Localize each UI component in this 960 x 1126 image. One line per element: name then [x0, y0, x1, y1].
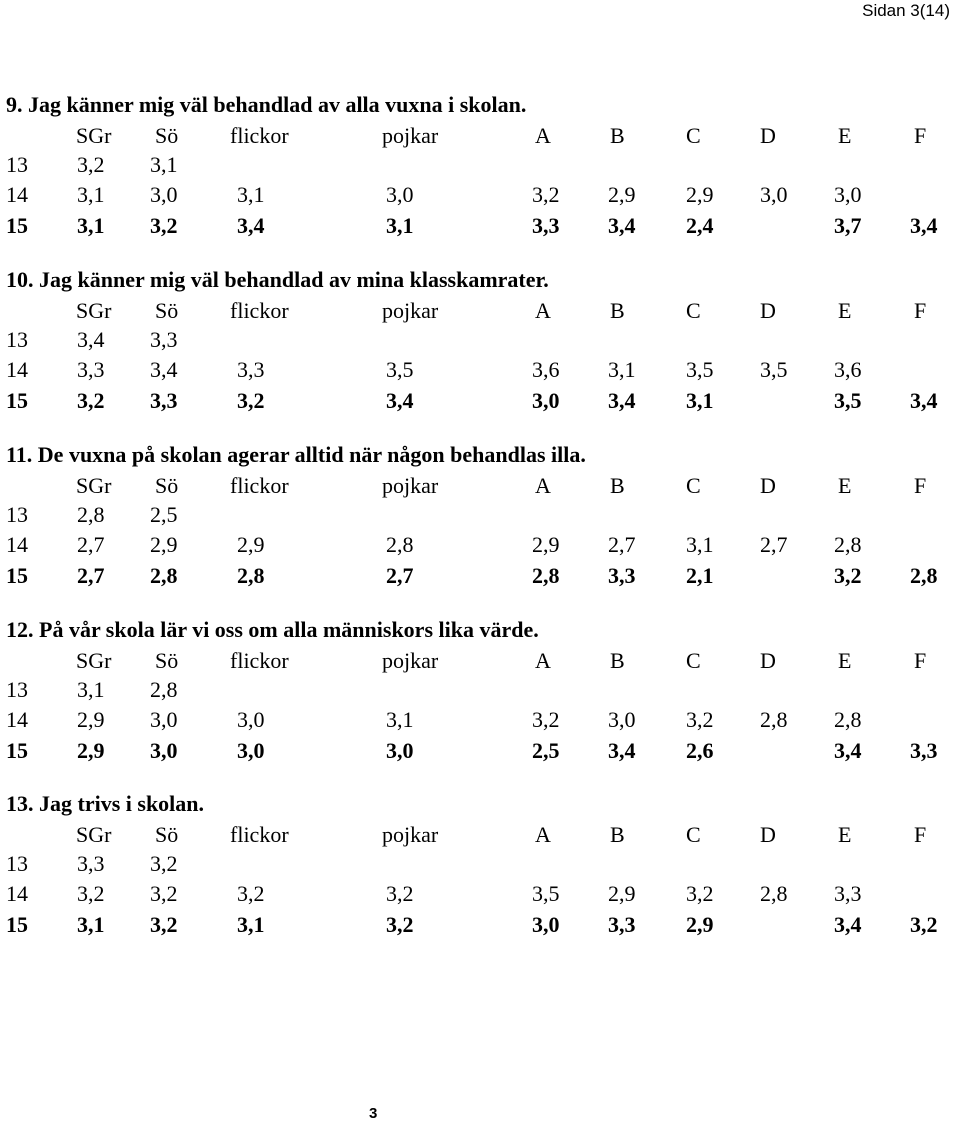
- table-cell: 3,2: [386, 881, 414, 906]
- table-cell: 2,8: [910, 563, 938, 588]
- table-row: [0, 912, 960, 942]
- table-cell: 3,4: [386, 388, 414, 413]
- table-cell: 3,2: [910, 912, 938, 937]
- table-cell: 3,3: [910, 738, 938, 763]
- column-header: Sö: [155, 473, 179, 498]
- column-header: F: [914, 648, 927, 673]
- table-row: [0, 388, 960, 418]
- table-cell: 2,9: [150, 532, 178, 557]
- column-header: C: [686, 648, 701, 673]
- column-header: A: [535, 648, 551, 673]
- column-header: C: [686, 123, 701, 148]
- column-header: flickor: [230, 298, 289, 323]
- column-header: Sö: [155, 822, 179, 847]
- table-row: [0, 357, 960, 387]
- table-cell: 3,3: [77, 357, 105, 382]
- table-cell: 2,9: [237, 532, 265, 557]
- column-header: D: [760, 298, 776, 323]
- table-cell: 3,1: [608, 357, 636, 382]
- row-label: 14: [6, 357, 28, 382]
- table-cell: 2,9: [77, 738, 105, 763]
- table-row: [0, 851, 960, 881]
- table-cell: 2,7: [760, 532, 788, 557]
- table-cell: 3,0: [532, 388, 560, 413]
- table-cell: 2,8: [834, 532, 862, 557]
- table-cell: 3,0: [834, 182, 862, 207]
- column-header: pojkar: [382, 473, 439, 498]
- table-cell: 3,1: [150, 152, 178, 177]
- row-label: 13: [6, 851, 28, 876]
- column-header: F: [914, 473, 927, 498]
- table-cell: 2,5: [532, 738, 560, 763]
- table-cell: 3,3: [237, 357, 265, 382]
- table-cell: 3,0: [386, 182, 414, 207]
- column-header: F: [914, 298, 927, 323]
- table-cell: 2,7: [608, 532, 636, 557]
- table-cell: 3,3: [532, 213, 560, 238]
- table-cell: 3,0: [150, 738, 178, 763]
- table-cell: 3,4: [910, 388, 938, 413]
- table-cell: 2,8: [150, 563, 178, 588]
- table-cell: 3,4: [608, 388, 636, 413]
- column-header: B: [610, 822, 625, 847]
- column-header: flickor: [230, 822, 289, 847]
- table-cell: 3,6: [834, 357, 862, 382]
- column-header: A: [535, 473, 551, 498]
- table-cell: 2,9: [686, 182, 714, 207]
- table-cell: 2,9: [608, 881, 636, 906]
- table-cell: 3,1: [237, 912, 265, 937]
- column-header: E: [838, 822, 852, 847]
- column-header: B: [610, 298, 625, 323]
- table-cell: 2,9: [608, 182, 636, 207]
- table-cell: 3,2: [77, 388, 105, 413]
- table-cell: 2,9: [686, 912, 714, 937]
- table-cell: 2,8: [150, 677, 178, 702]
- table-row: [0, 677, 960, 707]
- table-cell: 3,4: [910, 213, 938, 238]
- table-cell: 2,8: [760, 707, 788, 732]
- table-cell: 3,4: [77, 327, 105, 352]
- column-header: F: [914, 822, 927, 847]
- table-cell: 3,2: [686, 707, 714, 732]
- table-cell: 3,2: [150, 213, 178, 238]
- column-header: A: [535, 298, 551, 323]
- table-row: [0, 532, 960, 562]
- column-header: pojkar: [382, 822, 439, 847]
- column-header: C: [686, 473, 701, 498]
- column-header: SGr: [76, 298, 112, 323]
- column-header-row: [0, 473, 960, 503]
- row-label: 15: [6, 213, 28, 238]
- table-cell: 3,6: [532, 357, 560, 382]
- table-cell: 3,4: [834, 738, 862, 763]
- table-row: [0, 152, 960, 182]
- table-cell: 3,3: [150, 327, 178, 352]
- column-header: B: [610, 123, 625, 148]
- table-cell: 2,7: [386, 563, 414, 588]
- row-label: 15: [6, 738, 28, 763]
- table-cell: 3,5: [834, 388, 862, 413]
- column-header: SGr: [76, 473, 112, 498]
- table-cell: 3,1: [77, 213, 105, 238]
- table-cell: 3,3: [150, 388, 178, 413]
- table-cell: 3,2: [532, 707, 560, 732]
- row-label: 13: [6, 502, 28, 527]
- column-header: D: [760, 648, 776, 673]
- column-header: F: [914, 123, 927, 148]
- question-title: 13. Jag trivs i skolan.: [6, 791, 205, 816]
- column-header: D: [760, 822, 776, 847]
- column-header: E: [838, 648, 852, 673]
- table-cell: 3,5: [386, 357, 414, 382]
- column-header: A: [535, 822, 551, 847]
- table-row: [0, 738, 960, 768]
- column-header: Sö: [155, 298, 179, 323]
- row-label: 13: [6, 152, 28, 177]
- column-header-row: [0, 123, 960, 153]
- column-header: B: [610, 648, 625, 673]
- table-cell: 3,0: [150, 707, 178, 732]
- table-cell: 2,6: [686, 738, 714, 763]
- table-row: [0, 327, 960, 357]
- table-cell: 3,1: [386, 707, 414, 732]
- table-cell: 3,1: [237, 182, 265, 207]
- row-label: 15: [6, 563, 28, 588]
- column-header: flickor: [230, 473, 289, 498]
- table-cell: 2,8: [237, 563, 265, 588]
- table-cell: 3,3: [608, 912, 636, 937]
- table-cell: 3,4: [608, 738, 636, 763]
- table-cell: 3,0: [386, 738, 414, 763]
- column-header: E: [838, 473, 852, 498]
- table-cell: 2,8: [532, 563, 560, 588]
- row-label: 14: [6, 532, 28, 557]
- table-cell: 3,1: [386, 213, 414, 238]
- column-header: flickor: [230, 648, 289, 673]
- table-cell: 3,0: [150, 182, 178, 207]
- table-cell: 3,0: [237, 707, 265, 732]
- column-header: B: [610, 473, 625, 498]
- table-cell: 3,5: [760, 357, 788, 382]
- column-header: pojkar: [382, 123, 439, 148]
- table-cell: 3,1: [77, 182, 105, 207]
- table-cell: 3,5: [686, 357, 714, 382]
- table-row: [0, 707, 960, 737]
- table-cell: 3,2: [532, 182, 560, 207]
- table-cell: 2,8: [77, 502, 105, 527]
- row-label: 13: [6, 677, 28, 702]
- column-header: C: [686, 822, 701, 847]
- table-cell: 3,2: [77, 881, 105, 906]
- column-header: SGr: [76, 123, 112, 148]
- page-number: 3: [369, 1105, 378, 1122]
- table-cell: 3,1: [686, 532, 714, 557]
- column-header: flickor: [230, 123, 289, 148]
- table-cell: 3,2: [237, 881, 265, 906]
- table-cell: 3,5: [532, 881, 560, 906]
- table-cell: 3,2: [150, 912, 178, 937]
- table-row: [0, 563, 960, 593]
- table-cell: 2,8: [834, 707, 862, 732]
- column-header: C: [686, 298, 701, 323]
- table-row: [0, 213, 960, 243]
- row-label: 14: [6, 182, 28, 207]
- column-header: pojkar: [382, 298, 439, 323]
- table-cell: 2,8: [760, 881, 788, 906]
- table-row: [0, 881, 960, 911]
- row-label: 14: [6, 707, 28, 732]
- column-header: SGr: [76, 648, 112, 673]
- column-header: SGr: [76, 822, 112, 847]
- table-cell: 3,3: [608, 563, 636, 588]
- column-header-row: [0, 298, 960, 328]
- table-cell: 3,0: [760, 182, 788, 207]
- table-cell: 2,5: [150, 502, 178, 527]
- table-cell: 2,7: [77, 563, 105, 588]
- question-title: 12. På vår skola lär vi oss om alla människors lika värde.: [6, 617, 539, 642]
- table-cell: 3,4: [834, 912, 862, 937]
- table-row: [0, 182, 960, 212]
- table-cell: 2,4: [686, 213, 714, 238]
- table-cell: 2,9: [532, 532, 560, 557]
- question-title: 9. Jag känner mig väl behandlad av alla vuxna i skolan.: [6, 92, 527, 117]
- table-cell: 2,9: [77, 707, 105, 732]
- table-cell: 3,7: [834, 213, 862, 238]
- column-header: D: [760, 123, 776, 148]
- table-cell: 2,1: [686, 563, 714, 588]
- table-cell: 3,2: [386, 912, 414, 937]
- table-cell: 3,1: [77, 677, 105, 702]
- row-label: 13: [6, 327, 28, 352]
- table-row: [0, 502, 960, 532]
- row-label: 15: [6, 912, 28, 937]
- table-cell: 3,2: [686, 881, 714, 906]
- table-cell: 3,3: [834, 881, 862, 906]
- table-cell: 3,3: [77, 851, 105, 876]
- table-cell: 3,2: [150, 881, 178, 906]
- question-title: 11. De vuxna på skolan agerar alltid när någon behandlas illa.: [6, 442, 586, 467]
- row-label: 15: [6, 388, 28, 413]
- column-header: Sö: [155, 648, 179, 673]
- table-cell: 2,7: [77, 532, 105, 557]
- table-cell: 3,2: [150, 851, 178, 876]
- table-cell: 3,1: [77, 912, 105, 937]
- table-cell: 3,0: [608, 707, 636, 732]
- table-cell: 3,0: [532, 912, 560, 937]
- table-cell: 3,1: [686, 388, 714, 413]
- column-header-row: [0, 648, 960, 678]
- column-header: A: [535, 123, 551, 148]
- table-cell: 3,4: [150, 357, 178, 382]
- table-cell: 3,2: [237, 388, 265, 413]
- table-cell: 3,2: [834, 563, 862, 588]
- column-header-row: [0, 822, 960, 852]
- column-header: Sö: [155, 123, 179, 148]
- column-header: D: [760, 473, 776, 498]
- table-cell: 3,4: [608, 213, 636, 238]
- table-cell: 3,0: [237, 738, 265, 763]
- table-cell: 2,8: [386, 532, 414, 557]
- table-cell: 3,4: [237, 213, 265, 238]
- column-header: pojkar: [382, 648, 439, 673]
- table-cell: 3,2: [77, 152, 105, 177]
- column-header: E: [838, 298, 852, 323]
- row-label: 14: [6, 881, 28, 906]
- column-header: E: [838, 123, 852, 148]
- question-title: 10. Jag känner mig väl behandlad av mina klasskamrater.: [6, 267, 549, 292]
- page-header: Sidan 3(14): [862, 1, 950, 20]
